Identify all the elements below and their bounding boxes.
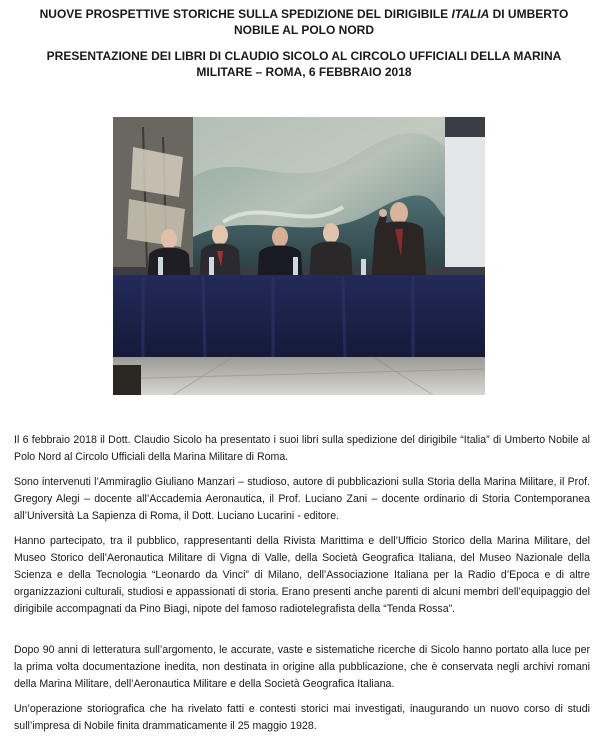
body-paragraph-5: Un’operazione storiografica che ha rivelato fatti e contesti storici mai investigati, inaugurando un nuovo corso di studi sull’impresa di Nobile finita drammaticamente il 25 maggio 1928. [14, 703, 590, 732]
body-paragraph-2: Sono intervenuti l’Ammiraglio Giuliano Manzari – studioso, autore di pubblicazioni sulla Storia della Marina Militare, il Prof. Gregory Alegi – docente all’Accademia Aeronautica, il Prof. Luciano Zani – docente ordinario di Storia Contemporanea all’Università La Sapienza di Roma, il Dott. Luciano Lucarini - editore. [14, 476, 590, 522]
conference-photo [113, 117, 485, 395]
body-paragraph-1: Il 6 febbraio 2018 il Dott. Claudio Sicolo ha presentato i suoi libri sulla spedizione del dirigibile “Italia” di Umberto Nobile al Polo Nord al Circolo Ufficiali della Marina Militare di Roma. [14, 434, 590, 463]
title-italic-word: ITALIA [451, 7, 490, 21]
document-title: NUOVE PROSPETTIVE STORICHE SULLA SPEDIZIONE DEL DIRIGIBILE ITALIA DI UMBERTO NOBILE AL POLO NORD [39, 7, 569, 37]
body-paragraph-4: Dopo 90 anni di letteratura sull’argomento, le accurate, vaste e sistematiche ricerche di Sicolo hanno portato alla luce per la prima volta documentazione inedita, non destinata in origine alla pubblicazione, che è conservata negli archivi romani della Marina Militare, dell’Aeronautica Militare e della Società Geografica Italiana. [14, 644, 590, 690]
body-paragraph-3: Hanno partecipato, tra il pubblico, rappresentanti della Rivista Marittima e dell’Ufficio Storico della Marina Militare, del Museo Storico dell’Aeronautica Militare di Vigna di Valle, della Società Geografica Italiana, del Museo Nazionale della Scienza e della Tecnologia “Leonardo da Vinci” di Milano, dell’Associazione Italiana per la Radio d’Epoca e di altre organizzazioni culturali, studiosi e appassionati di storia. Erano presenti anche parenti di alcuni membri dell’equipaggio del dirigibile accompagnati da Pino Biagi, nipote del famoso radiotelegrafista della “Tenda Rossa”. [14, 535, 590, 615]
document-subtitle: PRESENTAZIONE DEI LIBRI DI CLAUDIO SICOLO AL CIRCOLO UFFICIALI DELLA MARINA MILITARE – ROMA, 6 FEBBRAIO 2018 [46, 49, 562, 79]
